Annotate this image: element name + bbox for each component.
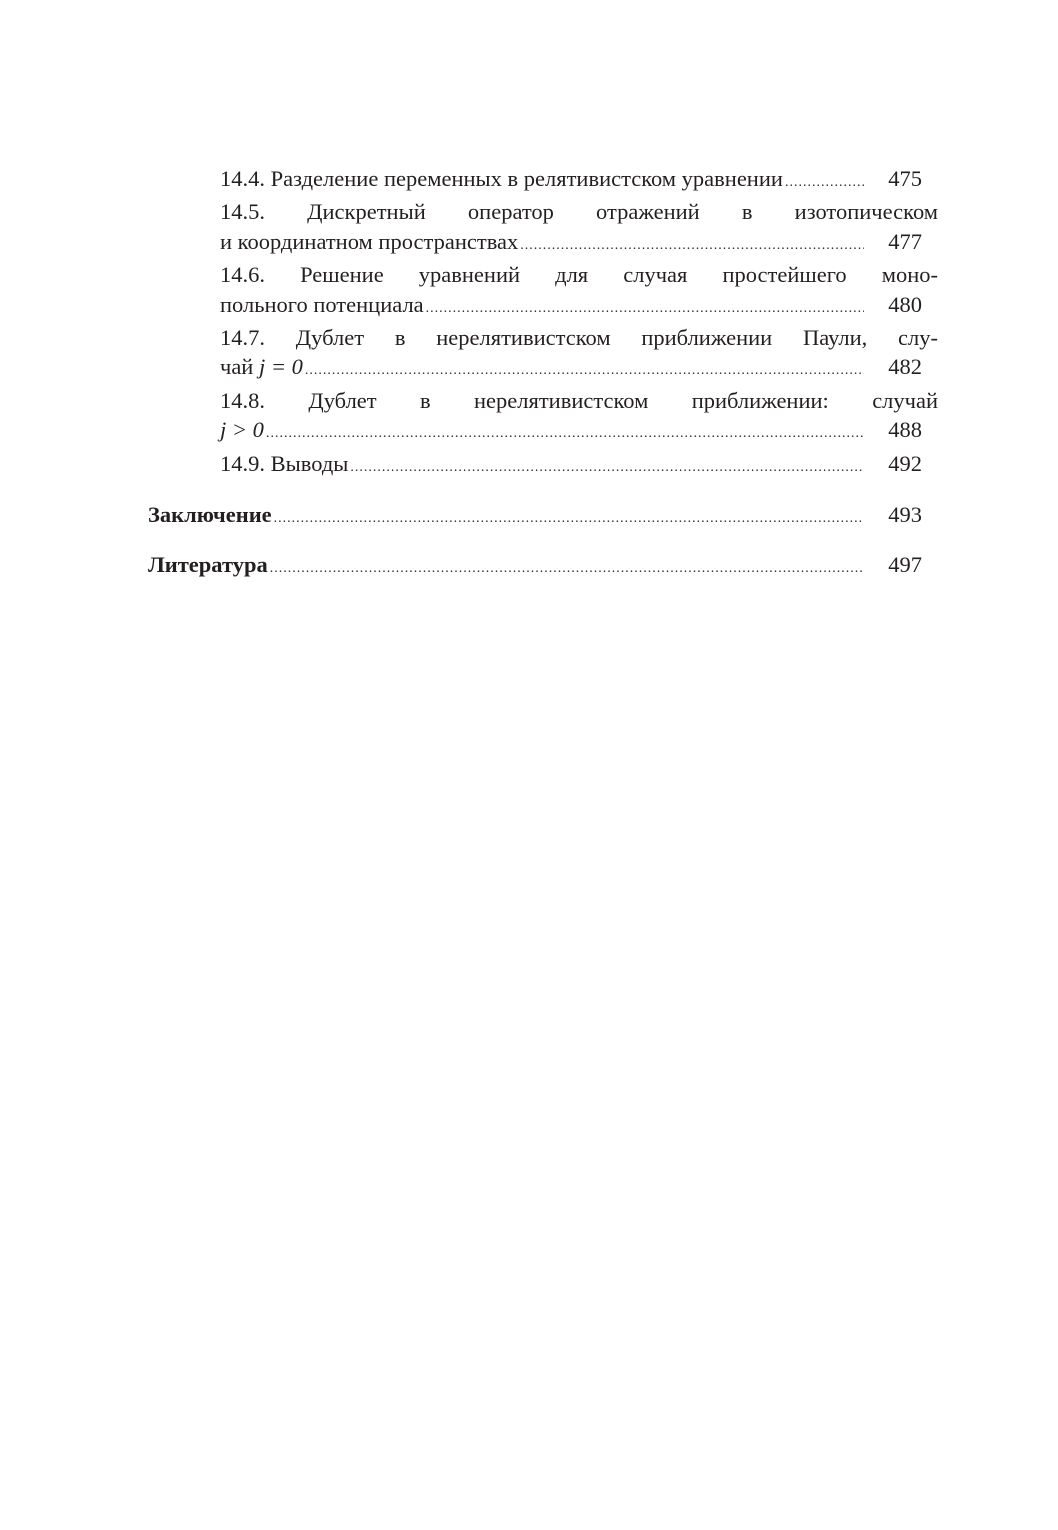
- toc-page-number: 477: [888, 228, 922, 254]
- dot-leader: [270, 554, 864, 583]
- toc-entry-14-8[interactable]: [148, 386, 938, 449]
- dot-leader: [274, 504, 864, 533]
- dot-leader: [426, 294, 864, 323]
- toc-entry-title-line-1: 14.8. Дублет в нерелятивистском приближении: случай: [220, 387, 938, 413]
- toc-chapter-conclusion[interactable]: [148, 500, 922, 533]
- toc-entry-14-9[interactable]: [148, 449, 922, 482]
- toc-chapter-title: Заключение: [148, 501, 272, 527]
- toc-entry-text: чай: [220, 354, 254, 380]
- toc-entry-title-line-2: польного потенциала: [220, 291, 424, 317]
- toc-page-number: 493: [888, 501, 922, 527]
- dot-leader: [266, 419, 864, 448]
- toc-page-number: 475: [888, 166, 922, 191]
- toc-page-number: 482: [888, 354, 922, 380]
- dot-leader: [305, 356, 864, 385]
- toc-page-number: 497: [888, 552, 922, 578]
- toc-entry-title-line-2: [220, 352, 303, 381]
- table-of-contents: [148, 164, 938, 584]
- toc-chapter-references[interactable]: [148, 550, 922, 583]
- math-expression: j > 0: [220, 417, 264, 443]
- toc-entry-title-line-1: 14.5. Дискретный оператор отражений в изотопическом: [220, 199, 938, 225]
- math-expression: j = 0: [258, 354, 303, 380]
- toc-entry-title-line-2: [220, 415, 264, 444]
- dot-leader: [520, 231, 864, 260]
- toc-page-number: 480: [888, 291, 922, 317]
- toc-entry-14-5[interactable]: [148, 197, 938, 260]
- toc-entry-14-4[interactable]: [148, 164, 922, 197]
- toc-entry-title-line-1: 14.7. Дублет в нерелятивистском приближении Паули, слу-: [220, 325, 938, 351]
- toc-page-number: 492: [888, 450, 922, 476]
- toc-entry-title: 14.4. Разделение переменных в релятивистском уравнении: [220, 166, 783, 191]
- toc-page-number: 488: [888, 417, 922, 443]
- toc-entry-title-line-1: 14.6. Решение уравнений для случая простейшего моно-: [220, 262, 938, 288]
- toc-entry-title-line-2: и координатном пространствах: [220, 228, 519, 254]
- toc-chapter-title: Литература: [148, 552, 268, 578]
- dot-leader: [350, 453, 864, 482]
- toc-entry-14-7[interactable]: [148, 323, 938, 386]
- dot-leader: [785, 168, 864, 197]
- toc-entry-title: 14.9. Выводы: [220, 450, 349, 476]
- toc-entry-14-6[interactable]: [148, 260, 938, 323]
